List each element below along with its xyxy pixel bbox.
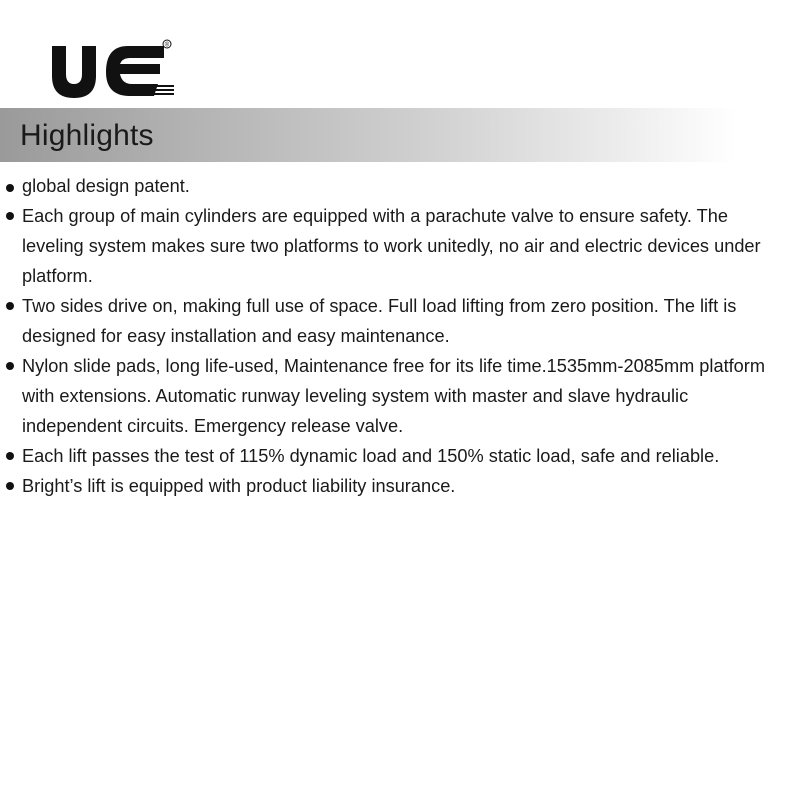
- list-item: [6, 441, 792, 471]
- registered-mark: ®: [164, 42, 170, 49]
- bullet-icon: [6, 184, 14, 192]
- list-item: [6, 201, 792, 291]
- bullet-icon: [6, 362, 14, 370]
- bullet-icon: [6, 302, 14, 310]
- bullet-icon: [6, 482, 14, 490]
- section-banner: [0, 108, 800, 162]
- section-title: Highlights: [20, 119, 154, 152]
- list-item-text: Two sides drive on, making full use of space. Full load lifting from zero position. The lift is designed for easy installation and easy maintenance.: [22, 296, 737, 346]
- list-item: [6, 351, 792, 441]
- list-item-text: Nylon slide pads, long life-used, Maintenance free for its life time.1535mm-2085mm platform with extensions. Automatic runway leveling system with master and slave hydraulic independent circuits. Emergency release valve.: [22, 356, 765, 436]
- brand-logo: [48, 38, 180, 102]
- list-item-text: Each lift passes the test of 115% dynamic load and 150% static load, safe and reliable.: [22, 446, 720, 466]
- list-item: [6, 171, 792, 201]
- bullet-icon: [6, 452, 14, 460]
- list-item: [6, 291, 792, 351]
- list-item-text: Bright’s lift is equipped with product liability insurance.: [22, 476, 456, 496]
- highlights-list: [6, 171, 792, 501]
- ue-logo-icon: [48, 38, 180, 102]
- list-item: [6, 471, 792, 501]
- bullet-icon: [6, 212, 14, 220]
- list-item-text: global design patent.: [22, 176, 190, 196]
- list-item-text: Each group of main cylinders are equipped with a parachute valve to ensure safety. The leveling system makes sure two platforms to work unitedly, no air and electric devices under platform.: [22, 206, 761, 286]
